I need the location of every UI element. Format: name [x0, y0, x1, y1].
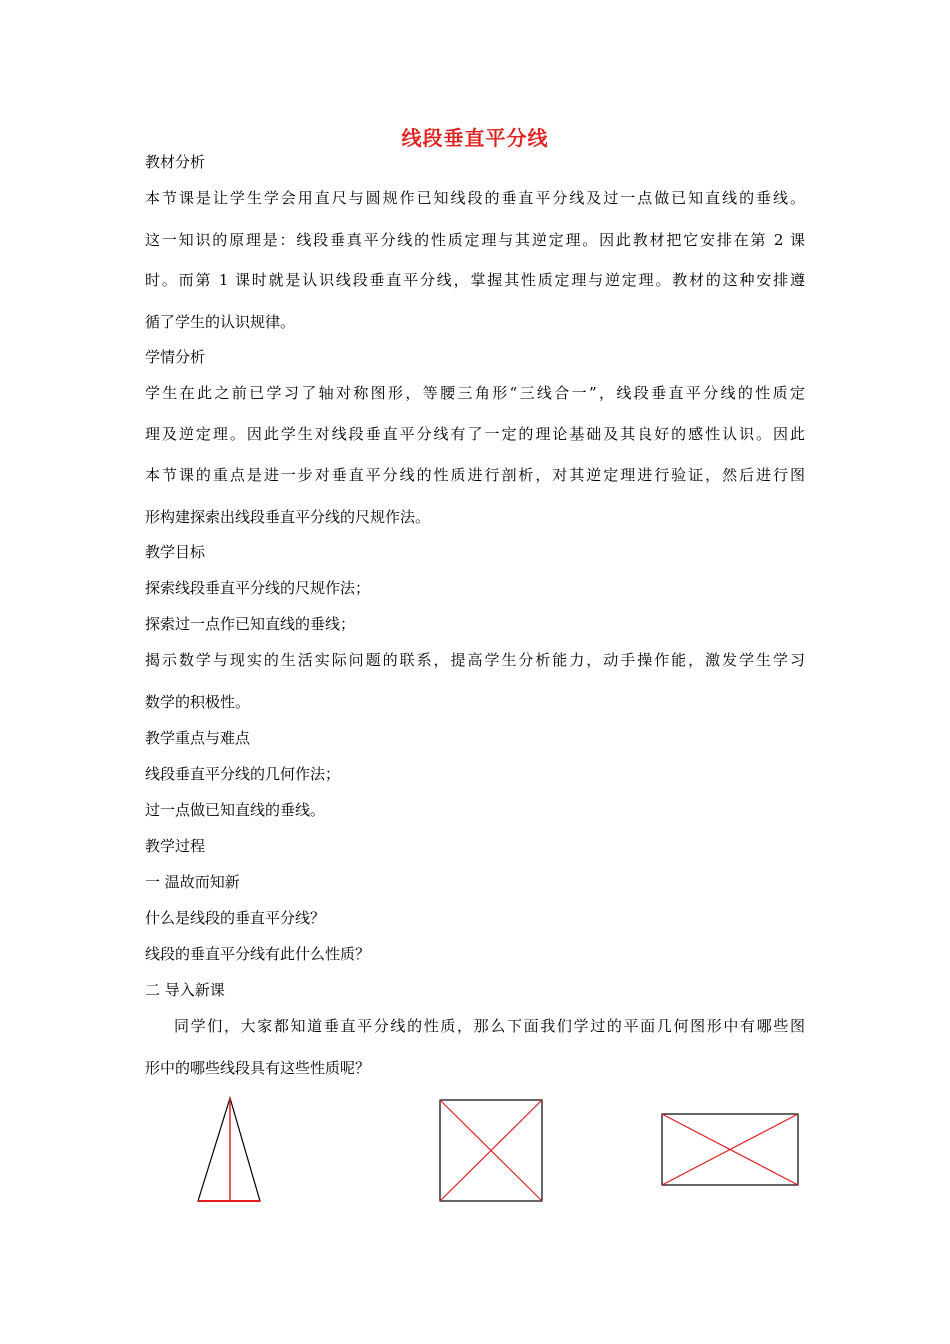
paragraph-line: 形中的哪些线段具有这些性质呢？ — [145, 1059, 371, 1077]
paragraph-line: 线段垂直平分线的几何作法； — [145, 765, 341, 783]
paragraph-line: 探索过一点作已知直线的垂线； — [145, 615, 356, 633]
paragraph-line: 揭示数学与现实的生活实际问题的联系，提高学生分析能力，动手操作能，激发学生学习 — [145, 651, 805, 669]
paragraph-line: 本节课是让学生学会用直尺与圆规作已知线段的垂直平分线及过一点做已知直线的垂线。 — [145, 189, 805, 207]
triangle-figure — [190, 1094, 270, 1206]
section-heading-goals: 教学目标 — [145, 543, 206, 561]
paragraph-line: 形构建探索出线段垂直平分线的尺规作法。 — [145, 508, 431, 526]
paragraph-line: 理及逆定理。因此学生对线段垂直平分线有了一定的理论基础及其良好的感性认识。因此 — [145, 425, 805, 443]
paragraph-line: 数学的积极性。 — [145, 693, 251, 711]
triangle-outline — [198, 1098, 260, 1201]
section-heading-students: 学情分析 — [145, 348, 206, 366]
section-heading-process: 教学过程 — [145, 837, 206, 855]
paragraph-line: 二 导入新课 — [145, 981, 225, 999]
paragraph-line: 同学们，大家都知道垂直平分线的性质，那么下面我们学过的平面几何图形中有哪些图 — [174, 1017, 805, 1035]
paragraph-line: 一 温故而知新 — [145, 873, 240, 891]
square-figure — [436, 1096, 548, 1206]
section-heading-analysis: 教材分析 — [145, 153, 206, 171]
paragraph-line: 循了学生的认识规律。 — [145, 313, 296, 331]
paragraph-line: 时。而第 1 课时就是认识线段垂直平分线，掌握其性质定理与逆定理。教材的这种安排遵 — [145, 271, 805, 289]
rectangle-figure — [658, 1110, 804, 1190]
section-heading-key-points: 教学重点与难点 — [145, 729, 251, 747]
paragraph-line: 这一知识的原理是：线段垂真平分线的性质定理与其逆定理。因此教材把它安排在第 2 课 — [145, 231, 805, 249]
paragraph-line: 本节课的重点是进一步对垂直平分线的性质进行剖析，对其逆定理进行验证，然后进行图 — [145, 466, 805, 484]
page-title: 线段垂直平分线 — [401, 126, 549, 150]
paragraph-line: 学生在此之前已学习了轴对称图形，等腰三角形“三线合一”，线段垂直平分线的性质定 — [145, 384, 805, 402]
paragraph-line: 探索线段垂直平分线的尺规作法； — [145, 579, 371, 597]
paragraph-line: 过一点做已知直线的垂线。 — [145, 801, 326, 819]
paragraph-line: 什么是线段的垂直平分线？ — [145, 909, 326, 927]
paragraph-line: 线段的垂直平分线有此什么性质？ — [145, 945, 371, 963]
